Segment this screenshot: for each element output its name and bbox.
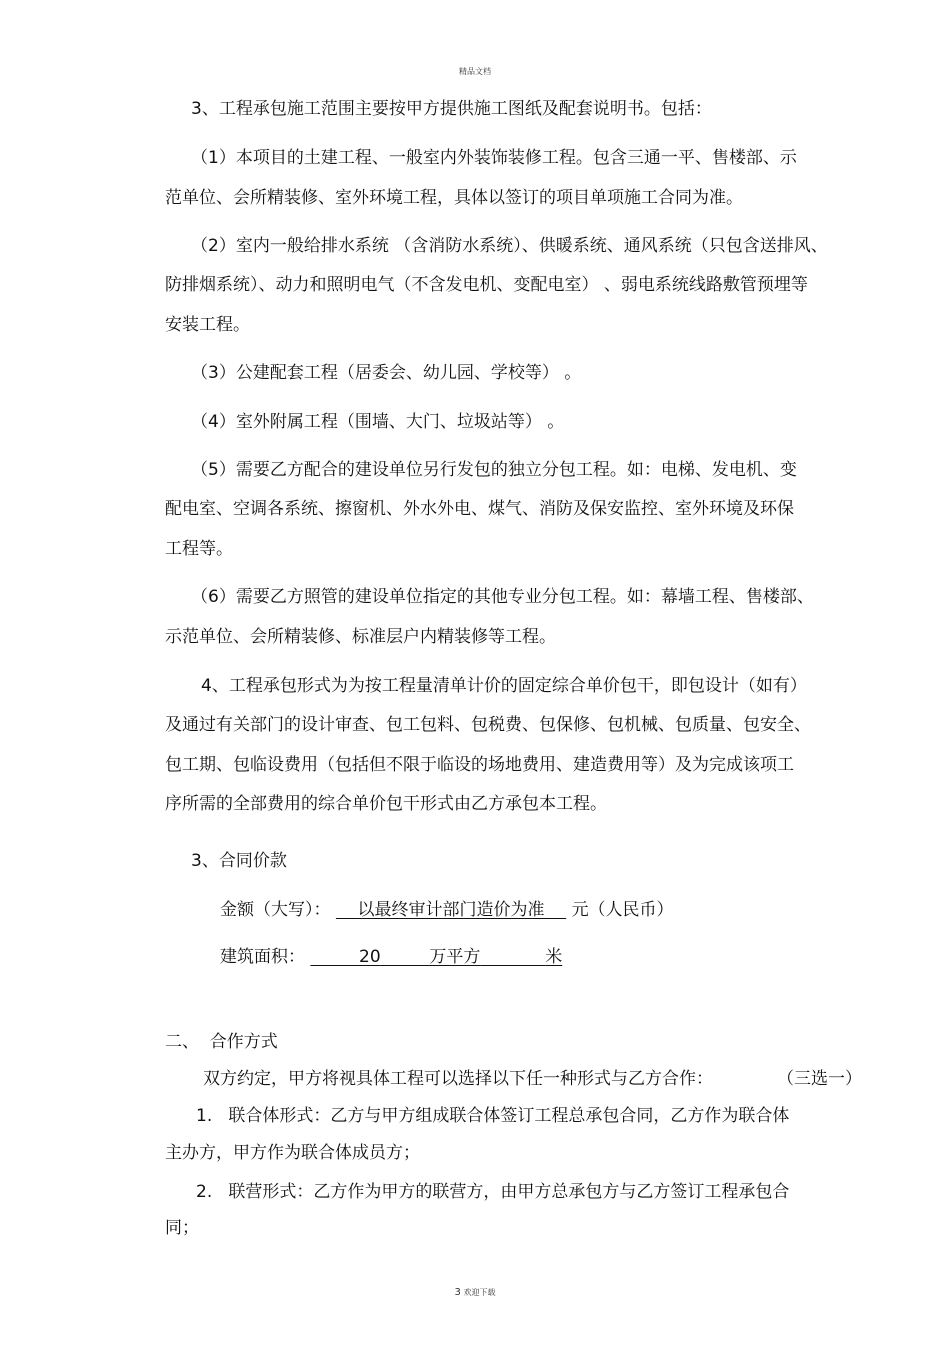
- contract-form-line-3: 包工期、包临设费用（包括但不限于临设的场地费用、建造费用等）及为完成该项工: [165, 755, 794, 775]
- area-value: 20: [359, 947, 381, 967]
- amount-blank-lead: [336, 900, 358, 920]
- scope-item-6-line-2: 示范单位、会所精装修、标准层户内精装修等工程。: [165, 627, 556, 647]
- scope-item-2-line-1: （2）室内一般给排水系统 （含消防水系统）、供暖系统、通风系统（只包含送排风、: [191, 236, 828, 256]
- scope-item-1-line-1: （1）本项目的土建工程、一般室内外装饰装修工程。包含三通一平、售楼部、示: [191, 148, 797, 168]
- scope-item-3: （3）公建配套工程（居委会、幼儿园、学校等） 。: [191, 363, 582, 383]
- amount-value: 以最终审计部门造价为准: [357, 900, 545, 920]
- amount-row: [220, 899, 674, 921]
- scope-item-4: （4）室外附属工程（围墙、大门、垃圾站等） 。: [191, 412, 565, 432]
- section-2-note: （三选一）: [777, 1069, 862, 1089]
- contract-form-line-4: 序所需的全部费用的综合单价包干形式由乙方承包本工程。: [165, 794, 607, 814]
- area-blank-tail: [480, 947, 545, 967]
- section-2-item-2-line-2: 同；: [165, 1218, 199, 1238]
- scope-item-5-line-2: 配电室、空调各系统、擦窗机、外水外电、煤气、消防及保安监控、室外环境及环保: [165, 499, 794, 519]
- section-2-item-1-line-1: 1. 联合体形式：乙方与甲方组成联合体签订工程总承包合同，乙方作为联合体: [196, 1106, 790, 1126]
- scope-item-5-line-3: 工程等。: [165, 539, 233, 559]
- scope-item-2-line-3: 安装工程。: [165, 315, 250, 335]
- area-suffix: 米: [545, 947, 563, 967]
- page-header: 精品文档: [459, 67, 491, 76]
- section-2-title: 二、 合作方式: [165, 1032, 278, 1052]
- page-footer: [0, 1287, 950, 1298]
- section-2-item-2-line-1: 2. 联营形式：乙方作为甲方的联营方，由甲方总承包方与乙方签订工程承包合: [196, 1182, 790, 1202]
- amount-label: 金额（大写）：: [220, 900, 331, 920]
- scope-item-5-line-1: （5）需要乙方配合的建设单位另行发包的独立分包工程。如：电梯、发电机、变: [191, 460, 797, 480]
- amount-suffix: 元（人民币）: [571, 900, 674, 920]
- footer-label: 欢迎下载: [463, 1288, 496, 1297]
- scope-heading: 3、工程承包施工范围主要按甲方提供施工图纸及配套说明书。包括：: [191, 99, 712, 119]
- contract-form-line-1: 4、工程承包形式为为按工程量清单计价的固定综合单价包干，即包设计（如有）: [201, 676, 807, 696]
- contract-price-heading: 3、合同价款: [191, 851, 287, 871]
- area-blank-lead: [310, 947, 359, 967]
- area-row: [220, 946, 562, 968]
- area-blank-mid: [381, 947, 430, 967]
- section-2-intro: 双方约定，甲方将视具体工程可以选择以下任一种形式与乙方合作：: [203, 1069, 713, 1089]
- page-number: 3: [454, 1287, 461, 1298]
- area-unit: 万平方: [429, 947, 481, 967]
- amount-blank-tail: [545, 900, 567, 920]
- contract-form-line-2: 及通过有关部门的设计审查、包工包料、包税费、包保修、包机械、包质量、包安全、: [165, 715, 811, 735]
- scope-item-1-line-2: 范单位、会所精装修、室外环境工程，具体以签订的项目单项施工合同为准。: [165, 188, 743, 208]
- area-label: 建筑面积：: [220, 947, 305, 967]
- section-2-item-1-line-2: 主办方，甲方作为联合体成员方；: [165, 1143, 420, 1163]
- scope-item-2-line-2: 防排烟系统）、动力和照明电气（不含发电机、变配电室） 、弱电系统线路敷管预埋等: [165, 275, 808, 295]
- scope-item-6-line-1: （6）需要乙方照管的建设单位指定的其他专业分包工程。如：幕墙工程、售楼部、: [191, 587, 814, 607]
